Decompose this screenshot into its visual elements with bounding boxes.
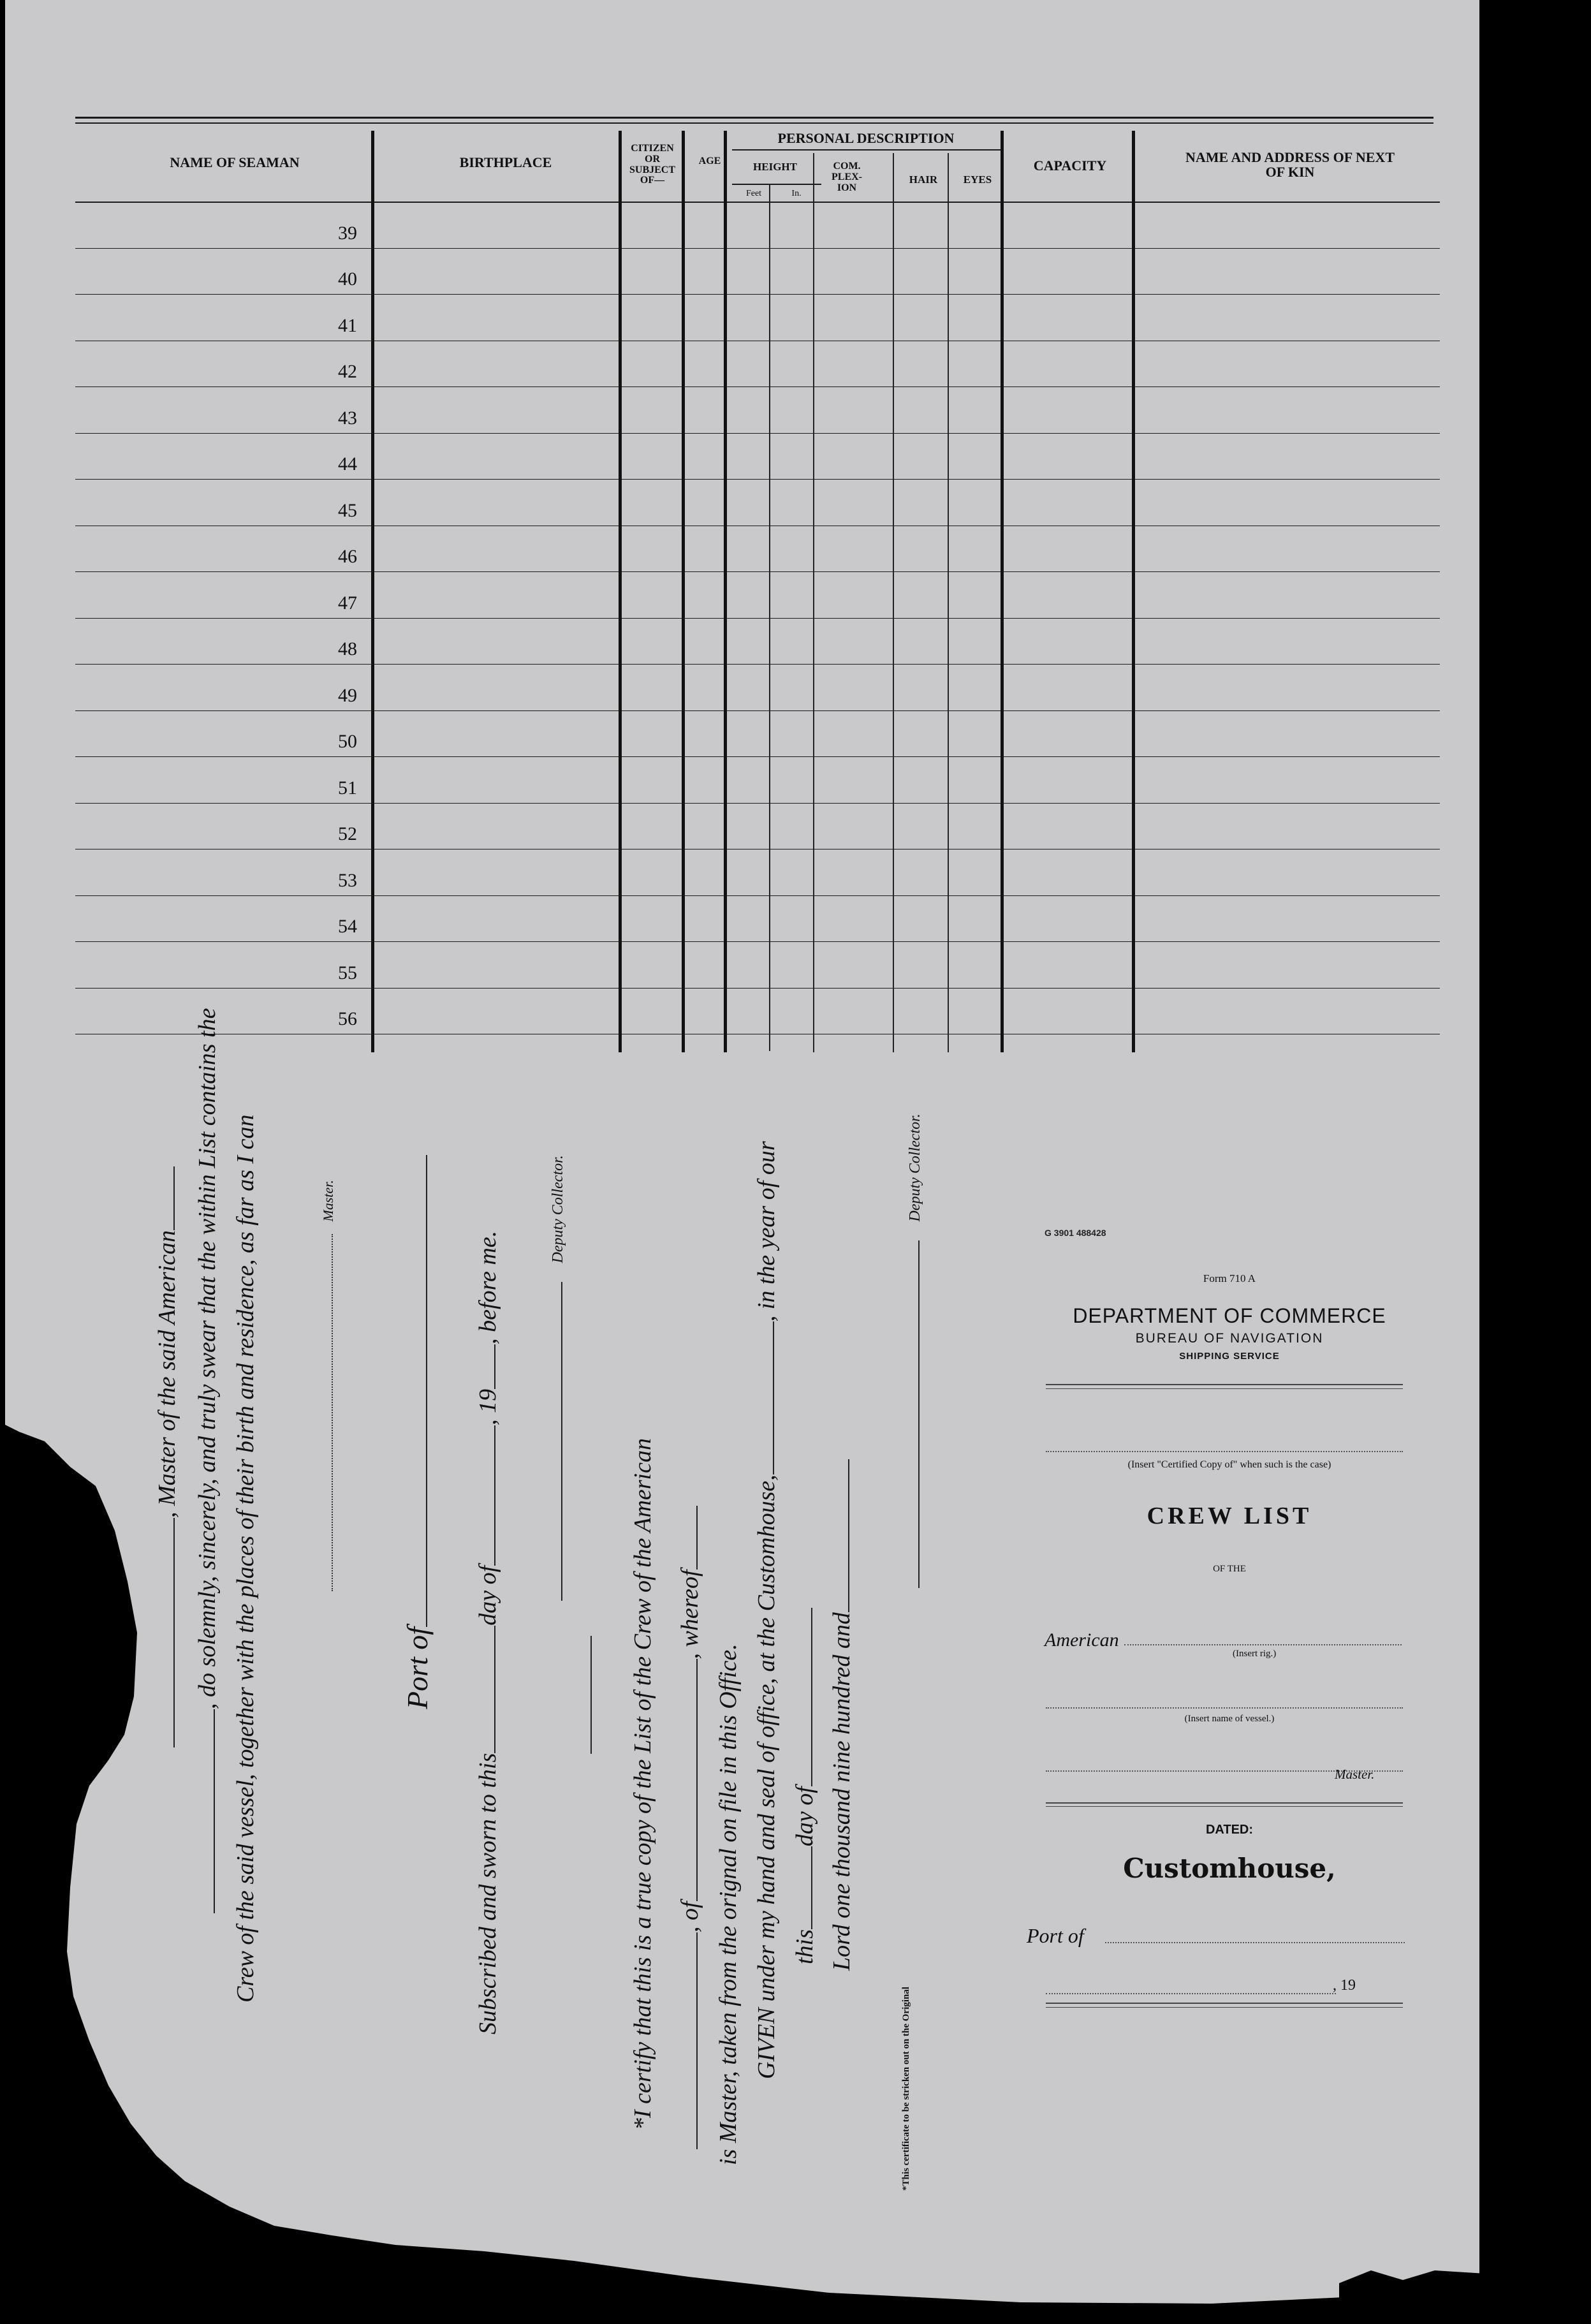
header-citizen: CITIZEN OR SUBJECT OF—	[629, 143, 676, 186]
certificate-line-2: , of, whereof	[676, 1506, 704, 2149]
oath-master-label: Master.	[320, 1180, 336, 1222]
oath-deputy-label: Deputy Collector.	[550, 1155, 566, 1263]
row-number: 53	[338, 869, 357, 891]
row-number: 41	[338, 314, 357, 336]
row-number: 39	[338, 222, 357, 244]
torn-left-edge	[0, 1422, 1486, 2324]
header-height: HEIGHT	[753, 161, 797, 173]
header-hair: HAIR	[909, 173, 938, 186]
row-number: 45	[338, 499, 357, 521]
certificate-line-3: is Master, taken from the orignal on file in this Office.	[715, 1644, 742, 2165]
header-complexion: COM. PLEX- ION	[832, 161, 862, 193]
row-number: 52	[338, 823, 357, 844]
customhouse-title: Customhouse,	[1123, 1853, 1336, 1884]
certificate-deputy-label: Deputy Collector.	[907, 1114, 923, 1222]
header-eyes: EYES	[963, 173, 992, 186]
of-the-label: OF THE	[1213, 1564, 1246, 1574]
row-number: 51	[338, 777, 357, 798]
form-number: Form 710 A	[1203, 1272, 1256, 1284]
row-number: 40	[338, 268, 357, 290]
row-number: 56	[338, 1008, 357, 1029]
certificate-footnote: *This certificate to be stricken out on the Original	[901, 1987, 911, 2191]
crew-list-title: CREW LIST	[1147, 1503, 1312, 1529]
header-capacity: CAPACITY	[1033, 158, 1107, 173]
certificate-line-4: GIVEN under my hand and seal of office, at the Customhouse,, in the year of our	[753, 1141, 780, 2079]
insert-certified-note: (Insert "Certified Copy of" when such is the case)	[1127, 1459, 1331, 1470]
oath-port-of: Port of	[400, 1155, 434, 1709]
american-label: American	[1045, 1629, 1119, 1651]
row-number: 46	[338, 546, 357, 567]
oath-line-2: , do solemnly, sincerely, and truly swear that the within List contains the	[193, 1008, 221, 1913]
cover-port-of-label: Port of	[1027, 1924, 1084, 1947]
certificate-line-1: *I certify that this is a true copy of the List of the Crew of the American	[629, 1438, 656, 2130]
cover-master-label: Master.	[1335, 1767, 1375, 1782]
row-number: 54	[338, 916, 357, 937]
row-number: 49	[338, 684, 357, 706]
certificate-line-6: Lord one thousand nine hundred and	[828, 1459, 856, 1971]
row-number: 47	[338, 592, 357, 614]
print-code: G 3901 488428	[1045, 1228, 1106, 1238]
row-number: 44	[338, 453, 357, 474]
header-inches: In.	[791, 189, 802, 198]
row-number: 43	[338, 407, 357, 429]
row-number: 48	[338, 638, 357, 659]
oath-subscribed: Subscribed and sworn to thisday of, 19, before me.	[474, 1230, 501, 2034]
header-feet: Feet	[745, 189, 762, 198]
oath-line-1: , Master of the said American	[153, 1166, 181, 1747]
dated-label: DATED:	[1205, 1823, 1254, 1837]
row-number: 50	[338, 731, 357, 752]
row-number: 55	[338, 962, 357, 983]
certificate-line-5: thisday of	[791, 1608, 819, 1964]
header-personal-description: PERSONAL DESCRIPTION	[777, 130, 955, 146]
service-title: SHIPPING SERVICE	[1179, 1351, 1280, 1362]
oath-line-3: Crew of the said vessel, together with the places of their birth and residence, as far as I can	[232, 1114, 259, 2003]
bottom-edge	[1339, 2270, 1486, 2324]
header-next-of-kin: NAME AND ADDRESS OF NEXT OF KIN	[1185, 149, 1395, 180]
insert-rig-note: (Insert rig.)	[1233, 1649, 1277, 1659]
cover-year-label: , 19	[1333, 1977, 1356, 1994]
insert-vessel-note: (Insert name of vessel.)	[1184, 1714, 1275, 1724]
header-name-of-seaman: NAME OF SEAMAN	[170, 154, 300, 170]
bureau-title: BUREAU OF NAVIGATION	[1135, 1331, 1324, 1346]
department-title: DEPARTMENT OF COMMERCE	[1073, 1304, 1386, 1327]
header-birthplace: BIRTHPLACE	[459, 154, 552, 170]
header-age: AGE	[698, 156, 721, 166]
row-number: 42	[338, 361, 357, 382]
